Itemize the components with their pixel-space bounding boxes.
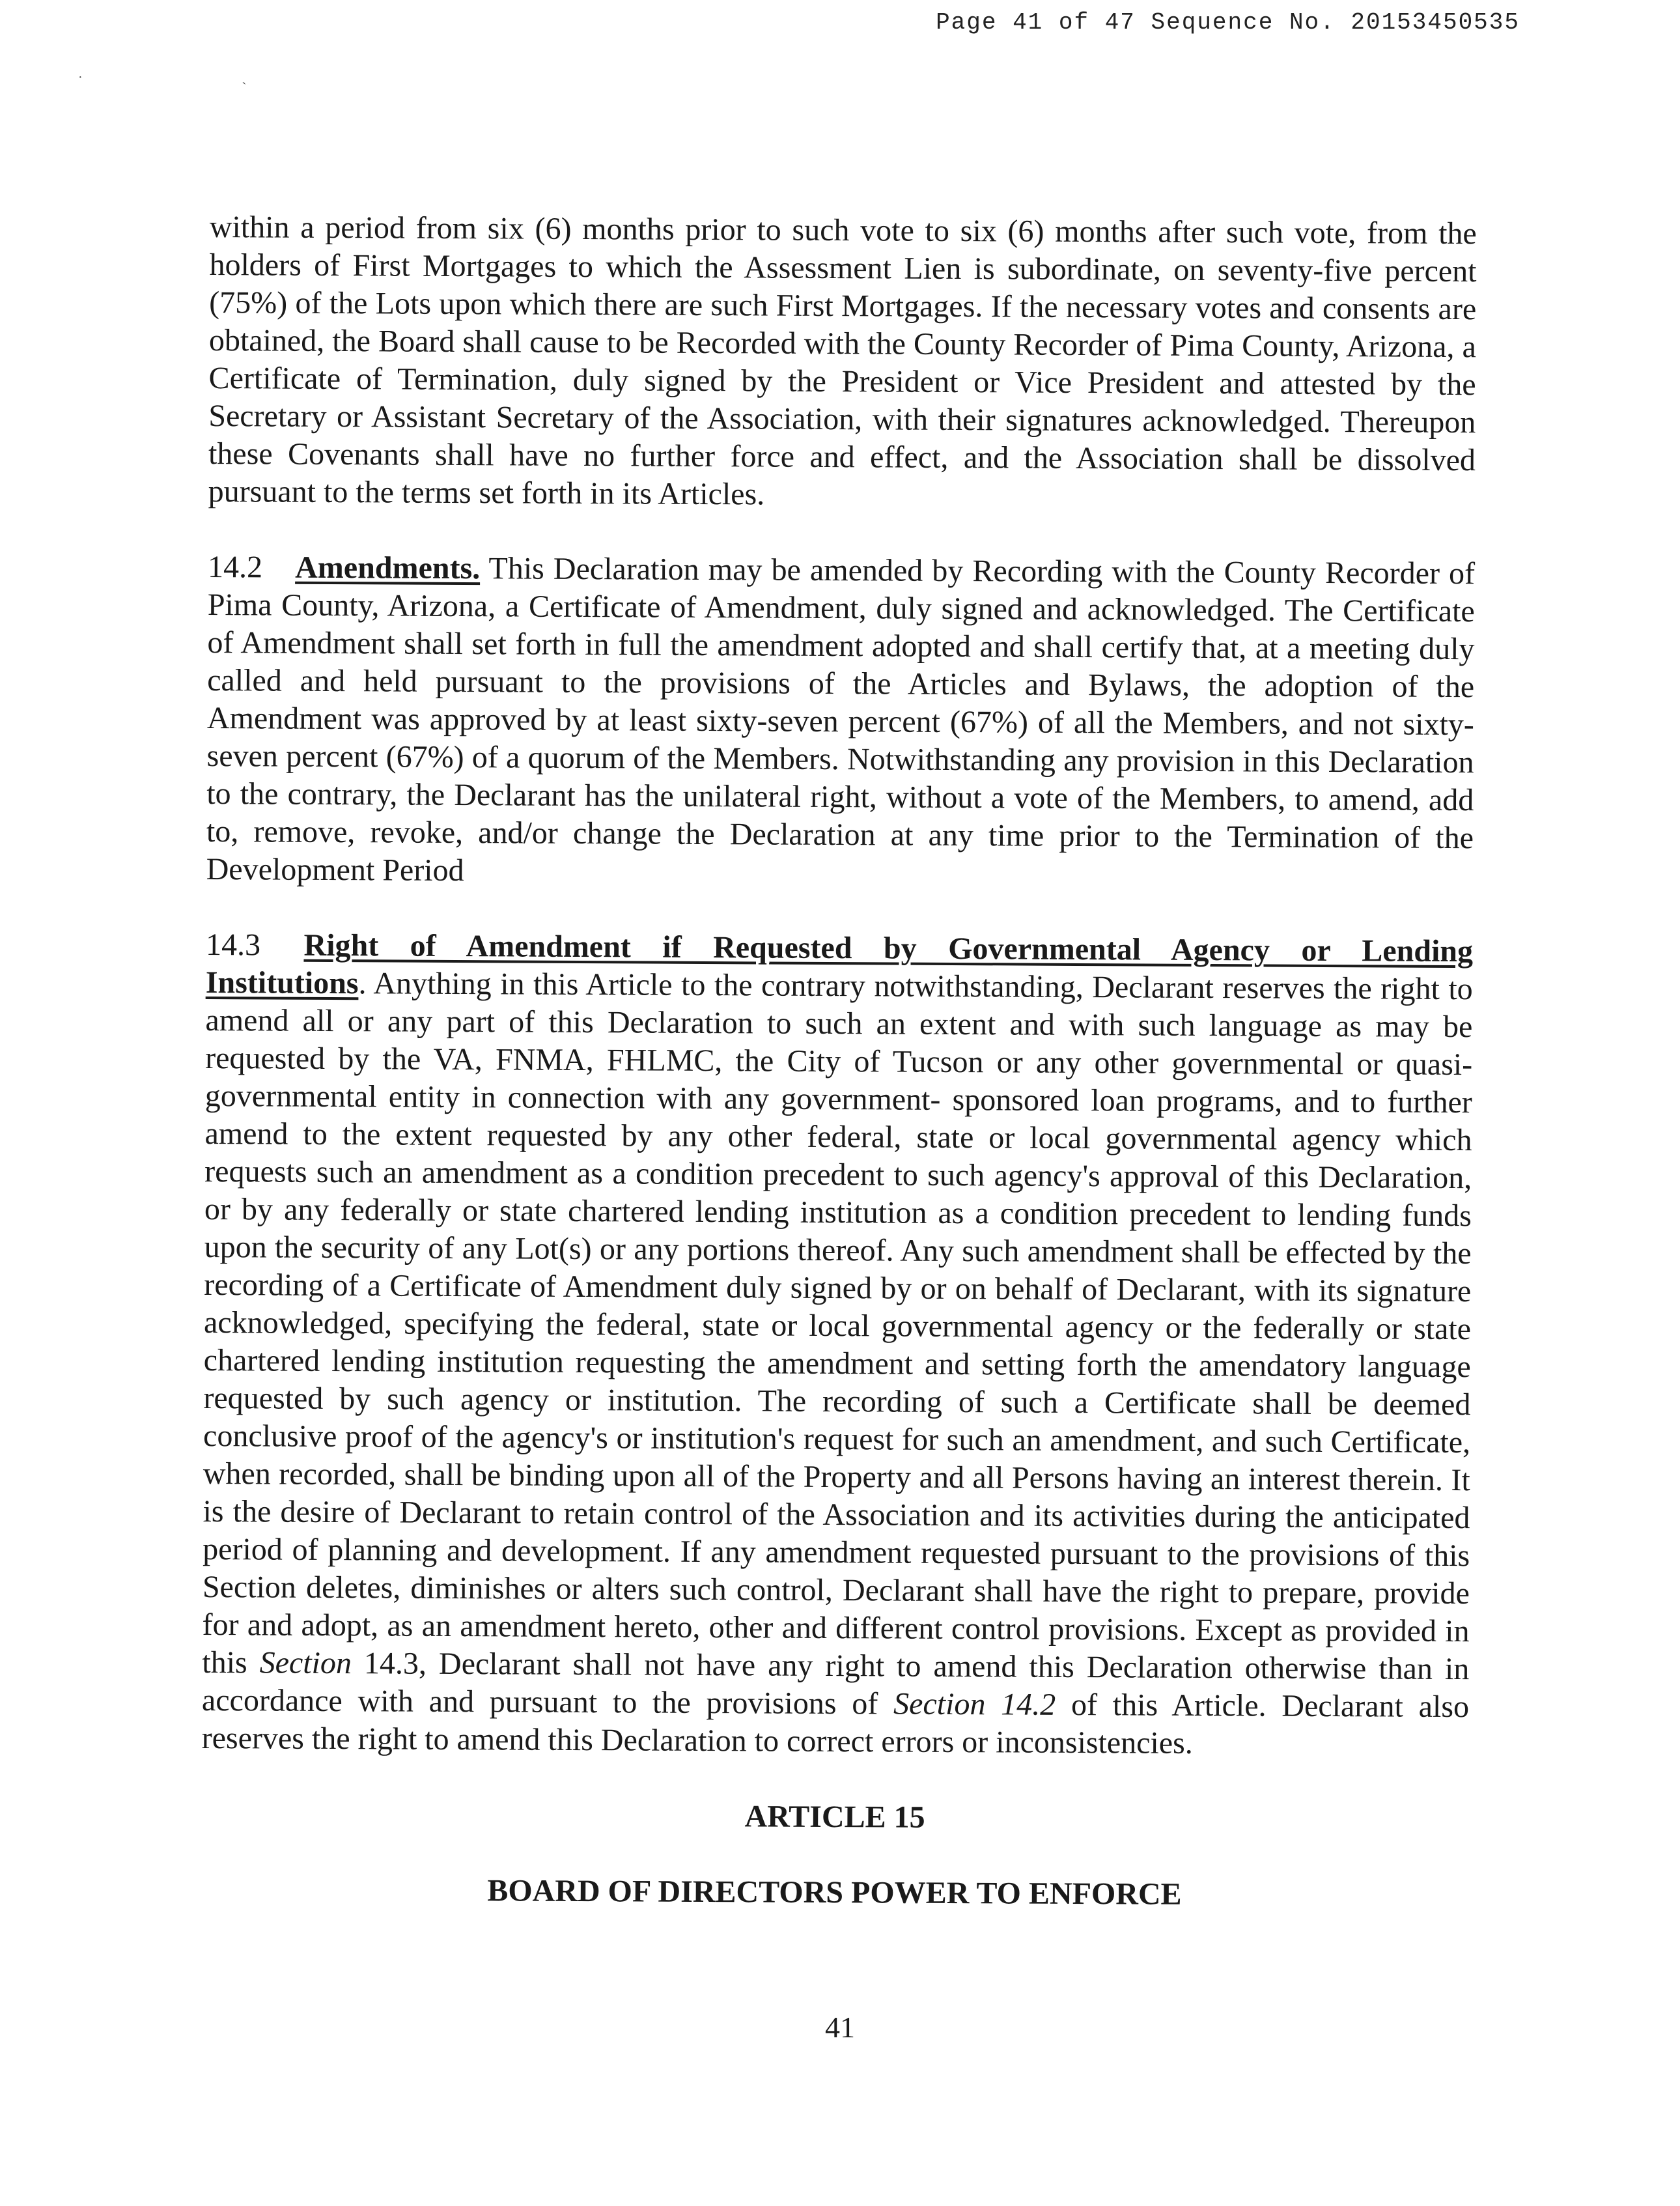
section-number: 14.3 <box>205 927 261 963</box>
section-body-part-3: of this Article. Declarant also reserves the right to amend this Declaration to correct errors or inconsistencies. <box>201 1687 1470 1761</box>
section-heading: Amendments. <box>295 550 481 586</box>
section-number: 14.2 <box>207 549 263 585</box>
section-14-2 <box>206 548 1476 895</box>
section-body: This Declaration may be amended by Recording with the County Recorder of Pima County, Arizona, a Certificate of Amendment, duly signed and acknowledged. The Certificate of Amendment shall set forth in full the amendment adopted and shall certify that, at a meeting duly called and held pursuant to the provisions of the Articles and Bylaws, the adoption of the Amendment was approved by at least sixty-seven percent (67%) of all the Members, and not sixty-seven percent (67%) of a quorum of the Members. Notwithstanding any provision in this Declaration to the contrary, the Declarant has the unilateral right, without a vote of the Members, to amend, add to, remove, revoke, and/or change the Declaration at any time prior to the Termination of the Development Period <box>206 551 1476 888</box>
section-heading-period: . <box>358 966 367 1001</box>
section-body-part-1: Anything in this Article to the contrary notwithstanding, Declarant reserves the right to amend all or any part of this Declaration to such an extent and with such language as may be requested by the VA, FNMA, FHLMC, the City of Tucson or any other governmental or quasi-governmental entity in connection with any government- sponsored loan programs, and to further amend to the extent requested by any other federal, state or local governmental agency which requests such an amendment as a condition precedent to such agency's approval of this Declaration, or by any federally or state chartered lending institution as a condition precedent to lending funds upon the security of any Lot(s) or any portions thereof. Any such amendment shall be effected by the recording of a Certificate of Amendment duly signed by or on behalf of Declarant, with its signature acknowledged, specifying the federal, state or local governmental agency or the federally or state chartered lending institution requesting the amendment and setting forth the amendatory language requested by such agency or institution. The recording of such a Certificate shall be deemed conclusive proof of the agency's or institution's request for such an amendment, and such Certificate, when recorded, shall be binding upon all of the Property and all Persons having an interest therein. It is the desire of Declarant to retain control of the Association and its activities during the anticipated period of planning and development. If any amendment requested pursuant to the provisions of this Section deletes, diminishes or alters such control, Declarant shall have the right to prepare, provide for and adopt, as an amendment hereto, other and different control provisions. Except as provided in this <box>202 966 1473 1680</box>
article-title: BOARD OF DIRECTORS POWER TO ENFORCE <box>487 1873 1182 1912</box>
section-reference: Section 14.2 <box>893 1686 1056 1722</box>
page-number: 41 <box>825 2011 855 2044</box>
section-reference: Section <box>259 1645 352 1681</box>
article-label: ARTICLE 15 <box>744 1799 925 1835</box>
document-body <box>201 208 1477 1915</box>
section-body-part-2: 14.3, Declarant shall not have any right to amend this Declaration otherwise than in accordance with and pursuant to the provisions of <box>201 1646 1470 1721</box>
page-sequence-stamp: Page 41 of 47 Sequence No. 20153450535 <box>936 9 1520 36</box>
section-heading: Right of Amendment if Requested by Governmental Agency or Lending Institutions <box>205 927 1474 1001</box>
scan-specks: · ˎ <box>78 70 325 85</box>
paragraph-termination-continued: within a period from six (6) months prior to such vote to six (6) months after such vote, from the holders of First Mortgages to which the Assessment Lien is subordinate, on seventy-five percent (75%) of the Lots upon which there are such First Mortgages. If the necessary votes and consents are obtained, the Board shall cause to be Recorded with the County Recorder of Pima County, Arizona, a Certificate of Termination, duly signed by the President or Vice President and attested by the Secretary or Assistant Secretary of the Association, with their signatures acknowledged. Thereupon these Covenants shall have no further force and effect, and the Association shall be dissolved pursuant to the terms set forth in its Articles. <box>208 209 1477 512</box>
section-14-3 <box>202 926 1474 1764</box>
